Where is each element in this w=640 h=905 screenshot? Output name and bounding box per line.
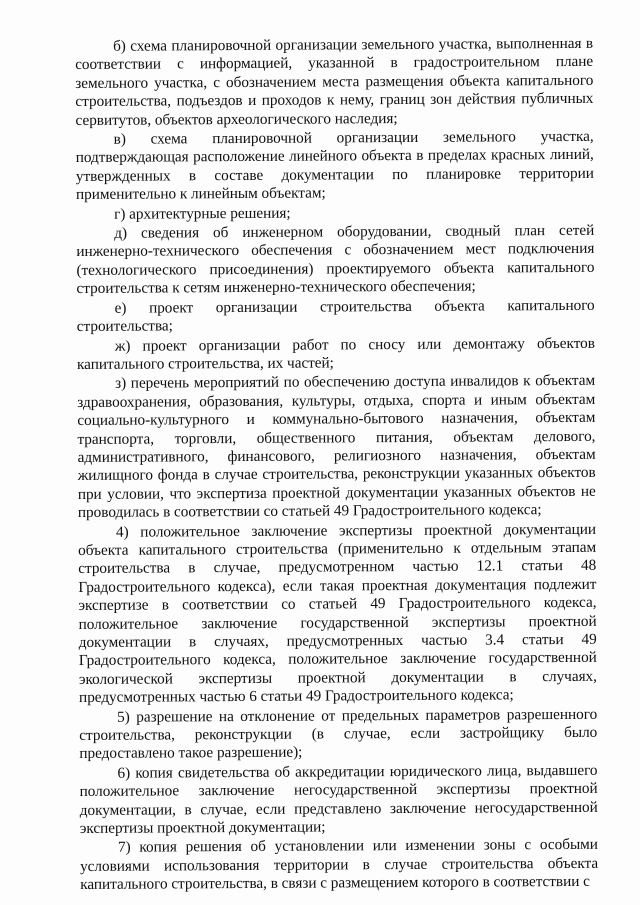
paragraph-4: 4) положительное заключение экспертизы проектной документации объекта капитального строительства (применительно к отдельным этапам строительства в случае, предусмотренном частью 12.1 статьи 48 Градостроительного кодекса), если такая проектная документация подлежит экспертизе в соответствии со статьей 49 Градостроительного кодекса, положительное заключение государственной экспертизы проектной документации в случаях, предусмотренных частью 3.4 статьи 49 Градостроительного кодекса, положительное заключение государственной экологической экспертизы проектной документации в случаях, предусмотренных частью 6 статьи 49 Градостроительного кодекса; xyxy=(78,520,597,707)
paragraph-b: б) схема планировочной организации земельного участка, выполненная в соответствии с информацией, указанной в градостроительном плане земельного участка, с обозначением места размещения объекта капитального строительства, подъездов и проходов к нему, границ зон действия публичных сервитутов, объектов археологического наследия; xyxy=(75,34,594,129)
paragraph-zh: ж) проект организации работ по сносу или демонтажу объектов капитального строительства, их частей; xyxy=(76,334,595,373)
paragraph-z: з) перечень мероприятий по обеспечению доступа инвалидов к объектам здравоохранения, образования, культуры, отдыха, спорта и иным объектам социально-культурного и коммунально-бытового назначения, объектам транспорта, торговли, общественного питания, объектам делового, административного, финансового, религиозного назначения, объектам жилищного фонда в случае строительства, реконструкции указанных объектов при условии, что экспертиза проектной документации указанных объектов не проводилась в соответствии со статьей 49 Градостроительного кодекса; xyxy=(77,372,596,522)
paragraph-7: 7) копия решения об установлении или изменении зоны с особыми условиями использования территории в случае строительства объекта капитального строительства, в связи с размещением которого в соответствии с xyxy=(80,836,599,894)
paragraph-5: 5) разрешение на отклонение от предельных параметров разрешенного строительства, реконструкции (в случае, если застройщику было предоставлено такое разрешение); xyxy=(79,705,598,763)
paragraph-e: е) проект организации строительства объекта капитального строительства; xyxy=(76,296,595,336)
paragraph-d: д) сведения об инженерном оборудовании, сводный план сетей инженерно-технического обеспечения с обозначением мест подключения (технологического присоединения) проектируемого объекта капитального строительства к сетям инженерно-технического обеспечения; xyxy=(76,221,595,298)
paragraph-6: 6) копия свидетельства об аккредитации юридического лица, выдавшего положительное заключение негосударственной экспертизы проектной документации, в случае, если представлено заключение негосударственной экспертизы проектной документации; xyxy=(79,761,598,838)
document-body xyxy=(75,35,598,895)
paragraph-v: в) схема планировочной организации земельного участка, подтверждающая расположение линейного объекта в пределах красных линий, утвержденных в составе документации по планировке территории применительно к линейным объектам; xyxy=(75,127,594,204)
paragraph-g: г) архитектурные решения; xyxy=(114,204,291,223)
